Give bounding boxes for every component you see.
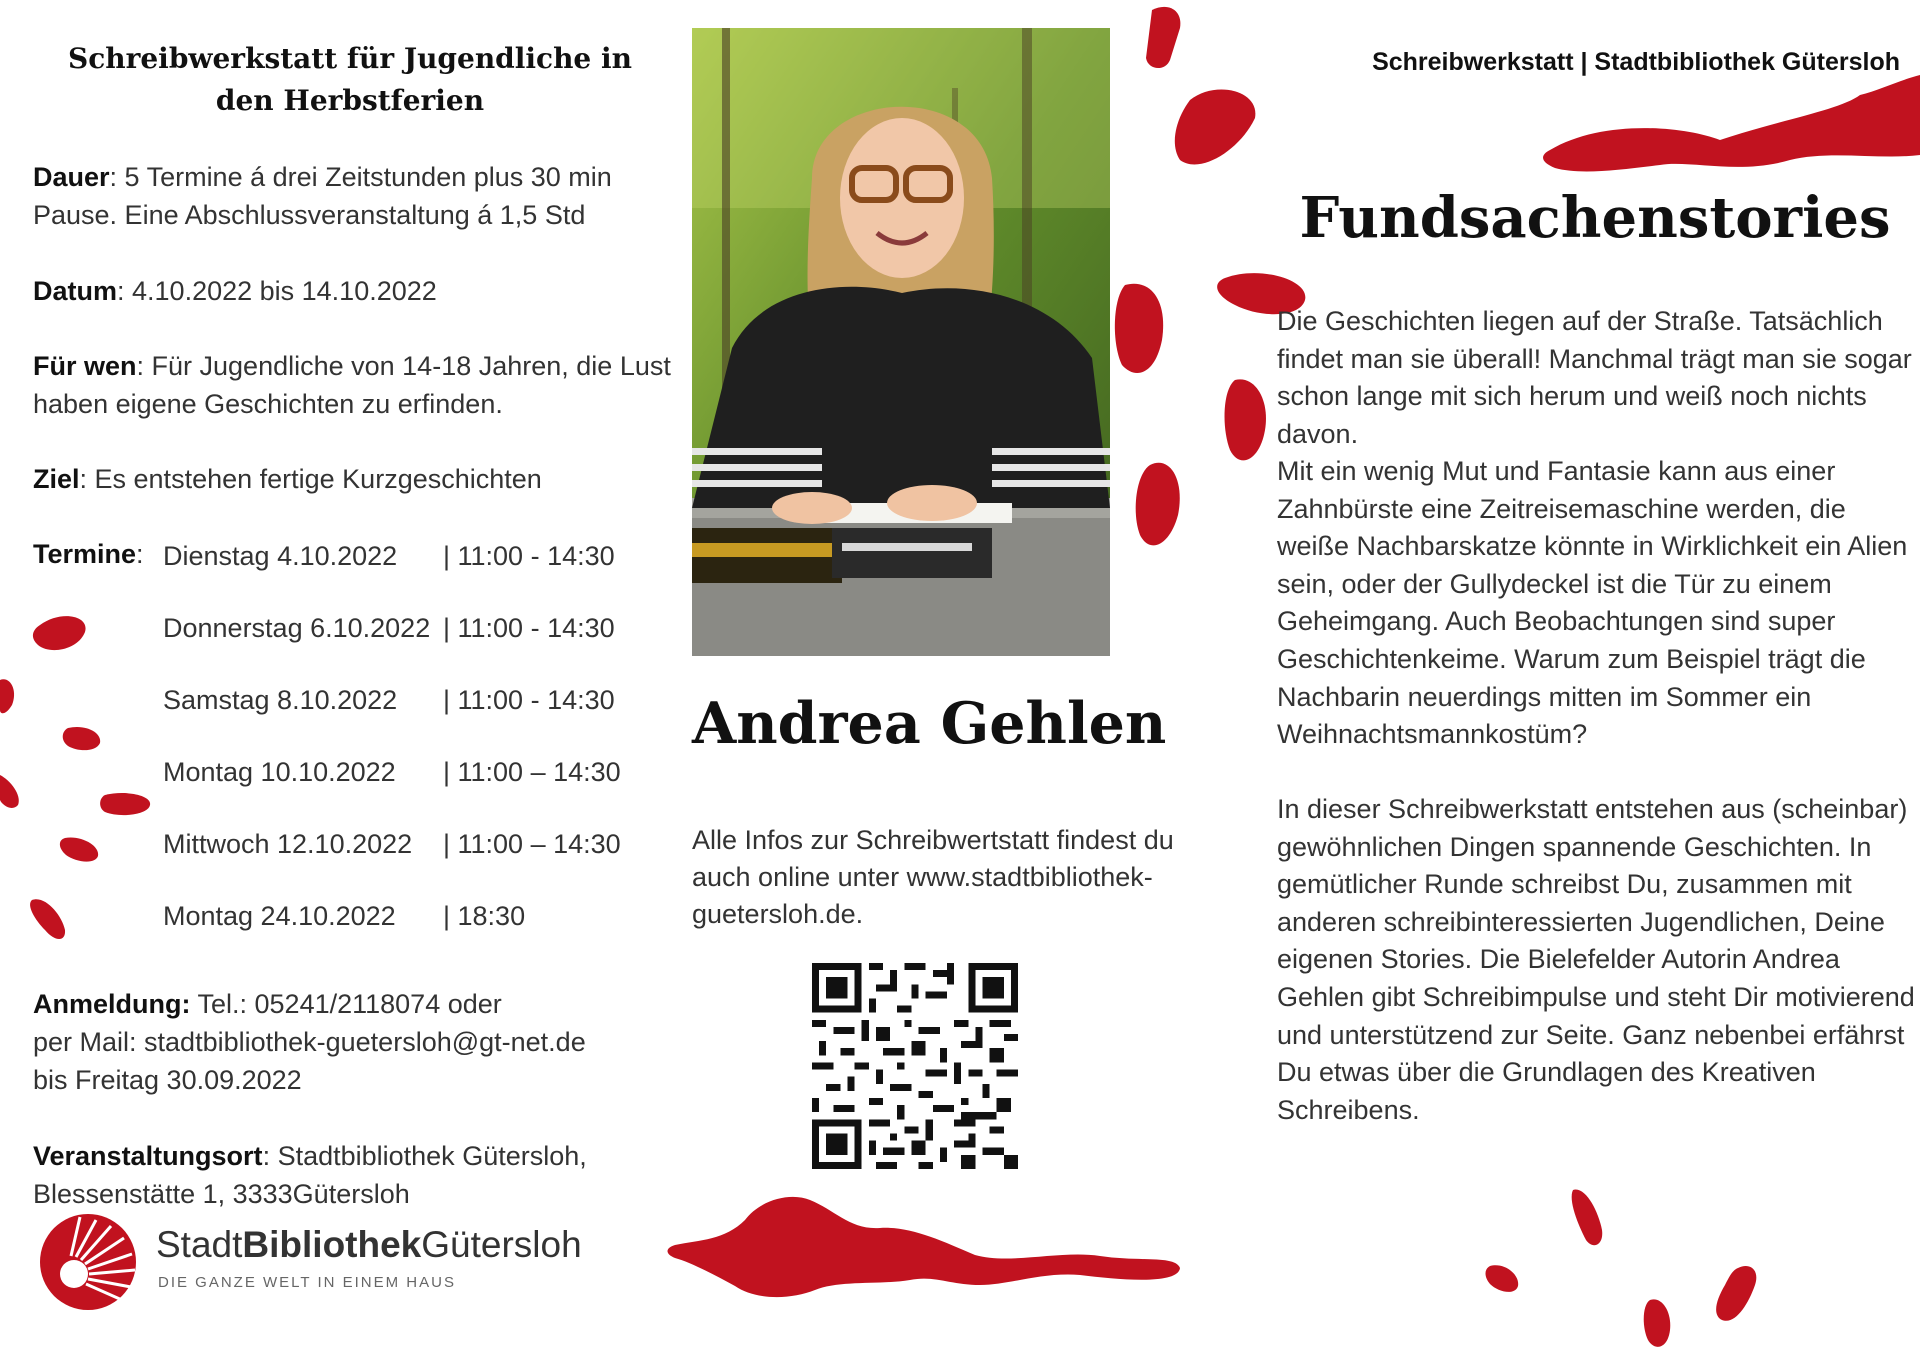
termine-colon: : [136, 539, 144, 569]
termin-time: | 18:30 [443, 901, 526, 931]
ziel-label: Ziel [33, 464, 80, 494]
termin-time: | 11:00 – 14:30 [443, 757, 621, 787]
author-photo [692, 28, 1110, 656]
online-info-text: Alle Infos zur Schreibwertstatt findest du auch online unter www.stadtbibliothek-guetersloh.de. [692, 825, 1174, 929]
termin-time: | 11:00 – 14:30 [443, 829, 621, 859]
intro-paragraph-2: Mit ein wenig Mut und Fantasie kann aus einer Zahnbürste eine Zeitreisemaschine werden, die weiße Nachbarskatze könnte in Wirklichkeit ein Alien sein, oder der Gullydeckel ist die Tür zu einem Geheimgang. Auch Beobachtungen sind super Geschichtenkeime. Warum zum Beispiel trägt die Nachbarin neuerdings mitten im Sommer ein Weihnachtsmannkostüm? [1277, 456, 1908, 750]
termin-row [163, 897, 525, 935]
termin-date: Mittwoch 12.10.2022 [163, 829, 413, 859]
event-title: Schreibwerkstatt für Jugendliche in den Herbstferien [67, 42, 632, 117]
anmeldung-section [33, 985, 673, 1099]
datum-text: : 4.10.2022 bis 14.10.2022 [117, 276, 437, 306]
termin-row [163, 681, 615, 719]
termin-date: Dienstag 4.10.2022 [163, 541, 398, 571]
ziel-text: : Es entstehen fertige Kurzgeschichten [79, 464, 542, 494]
termin-row [163, 609, 615, 647]
termin-date: Montag 24.10.2022 [163, 901, 396, 931]
termin-time: | 11:00 - 14:30 [443, 541, 615, 571]
anmeldung-deadline: bis Freitag 30.09.2022 [33, 1065, 302, 1095]
termin-date: Montag 10.10.2022 [163, 757, 396, 787]
termin-row [163, 753, 621, 791]
logo-part-stadt: Stadt [156, 1224, 243, 1265]
dauer-label: Dauer [33, 162, 110, 192]
qr-code[interactable] [812, 963, 1018, 1169]
termin-date: Donnerstag 6.10.2022 [163, 613, 431, 643]
ziel-section [33, 460, 673, 498]
logo-part-bibliothek: Bibliothek [242, 1224, 422, 1265]
termin-date: Samstag 8.10.2022 [163, 685, 398, 715]
anmeldung-label: Anmeldung: [33, 989, 191, 1019]
library-logo-icon [36, 1212, 142, 1312]
anmeldung-line1: Tel.: 05241/2118074 oder [190, 989, 502, 1019]
termin-time: | 11:00 - 14:30 [443, 685, 615, 715]
termin-row [163, 825, 621, 863]
fuerwen-text: : Für Jugendliche von 14-18 Jahren, die Lust haben eigene Geschichten zu erfinden. [33, 351, 671, 419]
intro-paragraph-1: Die Geschichten liegen auf der Straße. Tatsächlich findet man sie überall! Manchmal trägt man sie sogar schon lange mit sich herum und weiß noch nichts davon. [1277, 306, 1912, 449]
author-name: Andrea Gehlen [692, 690, 1167, 757]
brochure-title: Fundsachenstories [1299, 185, 1891, 251]
ort-section [33, 1137, 653, 1213]
ort-label: Veranstaltungsort [33, 1141, 263, 1171]
fuerwen-section [33, 347, 673, 423]
termine-label: Termine [33, 539, 137, 569]
ort-text: : Stadtbibliothek Gütersloh, Blessenstätte 1, 3333Gütersloh [33, 1141, 587, 1209]
dauer-section [33, 158, 673, 234]
termin-time: | 11:00 - 14:30 [443, 613, 615, 643]
termine-heading [33, 535, 163, 573]
anmeldung-email[interactable]: per Mail: stadtbibliothek-guetersloh@gt-net.de [33, 1027, 586, 1057]
datum-section [33, 272, 673, 310]
termin-row [163, 537, 615, 575]
intro-paragraph-3: In dieser Schreibwerkstatt entstehen aus (scheinbar) gewöhnlichen Dingen spannende Geschichten. In gemütlicher Runde schreibst Du, zusammen mit anderen schreibinteressierten Jugendlichen, Deine eigenen Stories. Die Bielefelder Autorin Andrea Gehlen gibt Schreibimpulse und steht Dir motivierend und unterstützend zur Seite. Ganz nebenbei erfährst Du etwas über die Grundlagen des Kreativen Schreibens. [1277, 794, 1915, 1125]
library-logo-tagline: DIE GANZE WELT IN EINEM HAUS [158, 1274, 456, 1291]
dauer-text: : 5 Termine á drei Zeitstunden plus 30 min Pause. Eine Abschlussveranstaltung á 1,5 Std [33, 162, 612, 230]
logo-part-guetersloh: Gütersloh [421, 1224, 582, 1265]
library-logo-text [156, 1224, 582, 1266]
fuerwen-label: Für wen [33, 351, 137, 381]
datum-label: Datum [33, 276, 118, 306]
brochure-header: Schreibwerkstatt | Stadtbibliothek Gütersloh [1372, 48, 1900, 76]
